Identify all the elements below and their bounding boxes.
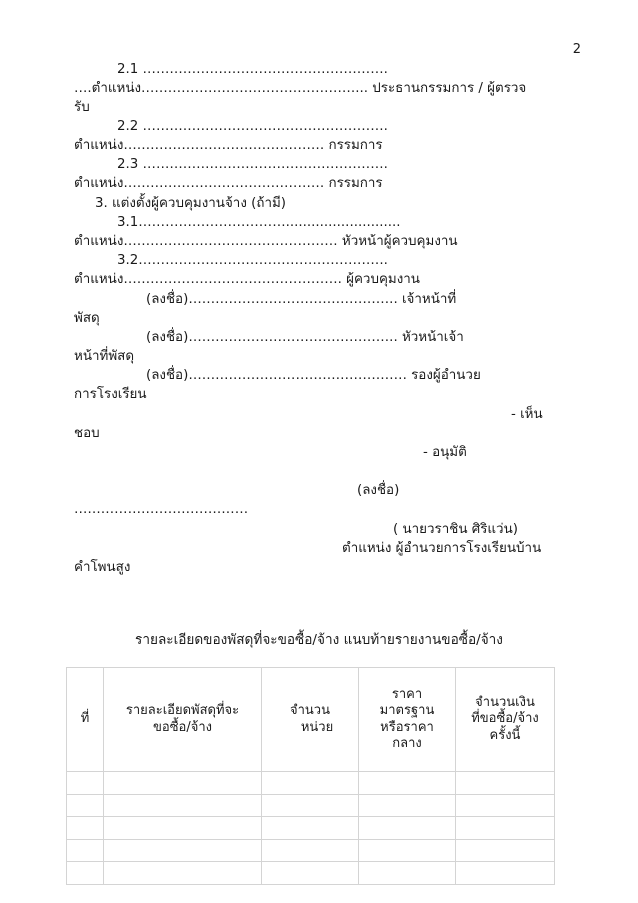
- table-row: [67, 862, 555, 885]
- header-description-line: ขอซื้อ/จ้าง: [153, 719, 212, 735]
- table-cell: [104, 862, 262, 885]
- table-cell: [456, 817, 555, 840]
- director-position-cont: คำโพนสูง: [74, 560, 131, 575]
- table-cell: [104, 772, 262, 795]
- items-table: [66, 667, 555, 885]
- committee-2-3-name: 2.3 ……………………………………………….: [117, 157, 388, 172]
- table-title: รายละเอียดของพัสดุที่จะขอซื้อ/จ้าง แนบท้ายรายงานขอซื้อ/จ้าง: [135, 632, 503, 648]
- committee-2-1-position: ….ตำแหน่ง…………………………………………... ประธานกรรมการ / ผู้ตรวจ: [74, 81, 527, 96]
- committee-2-2-position: ตำแหน่ง……………………………………… กรรมการ: [74, 138, 383, 153]
- signature-supply-head: (ลงชื่อ)……………………………………….. หัวหน้าเจ้า: [146, 330, 464, 345]
- header-standard-price-line: กลาง: [392, 736, 422, 751]
- table-cell: [359, 817, 456, 840]
- table-cell: [262, 862, 359, 885]
- header-quantity-line: จำนวน: [290, 703, 330, 718]
- page-number: 2: [572, 42, 581, 57]
- table-cell: [67, 794, 104, 817]
- table-cell: [67, 772, 104, 795]
- table-cell: [359, 862, 456, 885]
- table-row: [67, 772, 555, 795]
- director-signature-line: …………………………………: [74, 502, 249, 517]
- table-row: [67, 839, 555, 862]
- table-cell: [359, 794, 456, 817]
- header-standard-price-line: ราคา: [391, 686, 423, 702]
- table-cell: [262, 817, 359, 840]
- table-header-row: [67, 668, 555, 772]
- committee-2-3-position: ตำแหน่ง……………………………………… กรรมการ: [74, 176, 383, 191]
- table-cell: [262, 839, 359, 862]
- supervisor-3-2-name: 3.2………………………………………………..: [117, 253, 388, 268]
- header-amount-line: จำนวนเงิน: [475, 694, 535, 710]
- table-cell: [262, 772, 359, 795]
- header-description: [104, 668, 262, 772]
- header-standard-price-line: หรือราคา: [380, 719, 434, 735]
- table-cell: [456, 794, 555, 817]
- table-cell: [456, 839, 555, 862]
- header-amount-line: ที่ขอซื้อ/จ้าง: [471, 711, 539, 727]
- supervisor-3-1-position: ตำแหน่ง………………………………………… หัวหน้าผู้ควบคุมงาน: [74, 234, 458, 249]
- director-signature-label: (ลงชื่อ): [357, 483, 400, 498]
- table-cell: [262, 794, 359, 817]
- approval-approve: - อนุมัติ: [423, 445, 467, 460]
- table-row: [67, 794, 555, 817]
- header-no: [67, 668, 104, 772]
- header-description-line: รายละเอียดพัสดุที่จะ: [125, 703, 240, 718]
- committee-2-1-position-cont: รับ: [74, 100, 90, 115]
- signature-deputy-director: (ลงชื่อ)…………………………………………. รองผู้อำนวย: [146, 368, 481, 383]
- supervisor-3-2-position: ตำแหน่ง…………………………………………. ผู้ควบคุมงาน: [74, 272, 420, 287]
- approval-agree-cont: ชอบ: [74, 426, 100, 441]
- table-cell: [456, 862, 555, 885]
- signature-supply-officer-cont: พัสดุ: [74, 311, 100, 326]
- header-no-line: ที่: [80, 711, 90, 727]
- table-cell: [104, 839, 262, 862]
- table-cell: [67, 839, 104, 862]
- supervisor-3-1-name: 3.1……………………………...........................: [117, 215, 401, 230]
- table-cell: [359, 839, 456, 862]
- header-standard-price: [359, 668, 456, 772]
- signature-supply-officer: (ลงชื่อ)……………………………………….. เจ้าหน้าที่: [146, 292, 457, 307]
- signature-deputy-director-cont: การโรงเรียน: [74, 387, 147, 402]
- table-row: [67, 817, 555, 840]
- table-cell: [67, 817, 104, 840]
- table-body: [67, 772, 555, 885]
- committee-2-1-name: 2.1 ……………………………………………….: [117, 62, 388, 77]
- header-amount-line: ครั้งนี้: [489, 727, 521, 743]
- section-3-heading: 3. แต่งตั้งผู้ควบคุมงานจ้าง (ถ้ามี): [95, 196, 287, 211]
- header-quantity: [262, 668, 359, 772]
- table-cell: [456, 772, 555, 795]
- table-cell: [67, 862, 104, 885]
- header-amount: [456, 668, 555, 772]
- director-position: ตำแหน่ง ผู้อำนวยการโรงเรียนบ้าน: [342, 541, 542, 556]
- header-standard-price-line: มาตรฐาน: [379, 703, 435, 718]
- table-cell: [104, 817, 262, 840]
- signature-supply-head-cont: หน้าที่พัสดุ: [74, 349, 135, 364]
- table-cell: [359, 772, 456, 795]
- header-quantity-line: หน่วย: [300, 719, 334, 735]
- table-cell: [104, 794, 262, 817]
- director-name: ( นายวราชิน ศิริแว่น): [393, 522, 518, 537]
- approval-agree: - เห็น: [511, 407, 543, 422]
- committee-2-2-name: 2.2 ……………………………………………….: [117, 119, 388, 134]
